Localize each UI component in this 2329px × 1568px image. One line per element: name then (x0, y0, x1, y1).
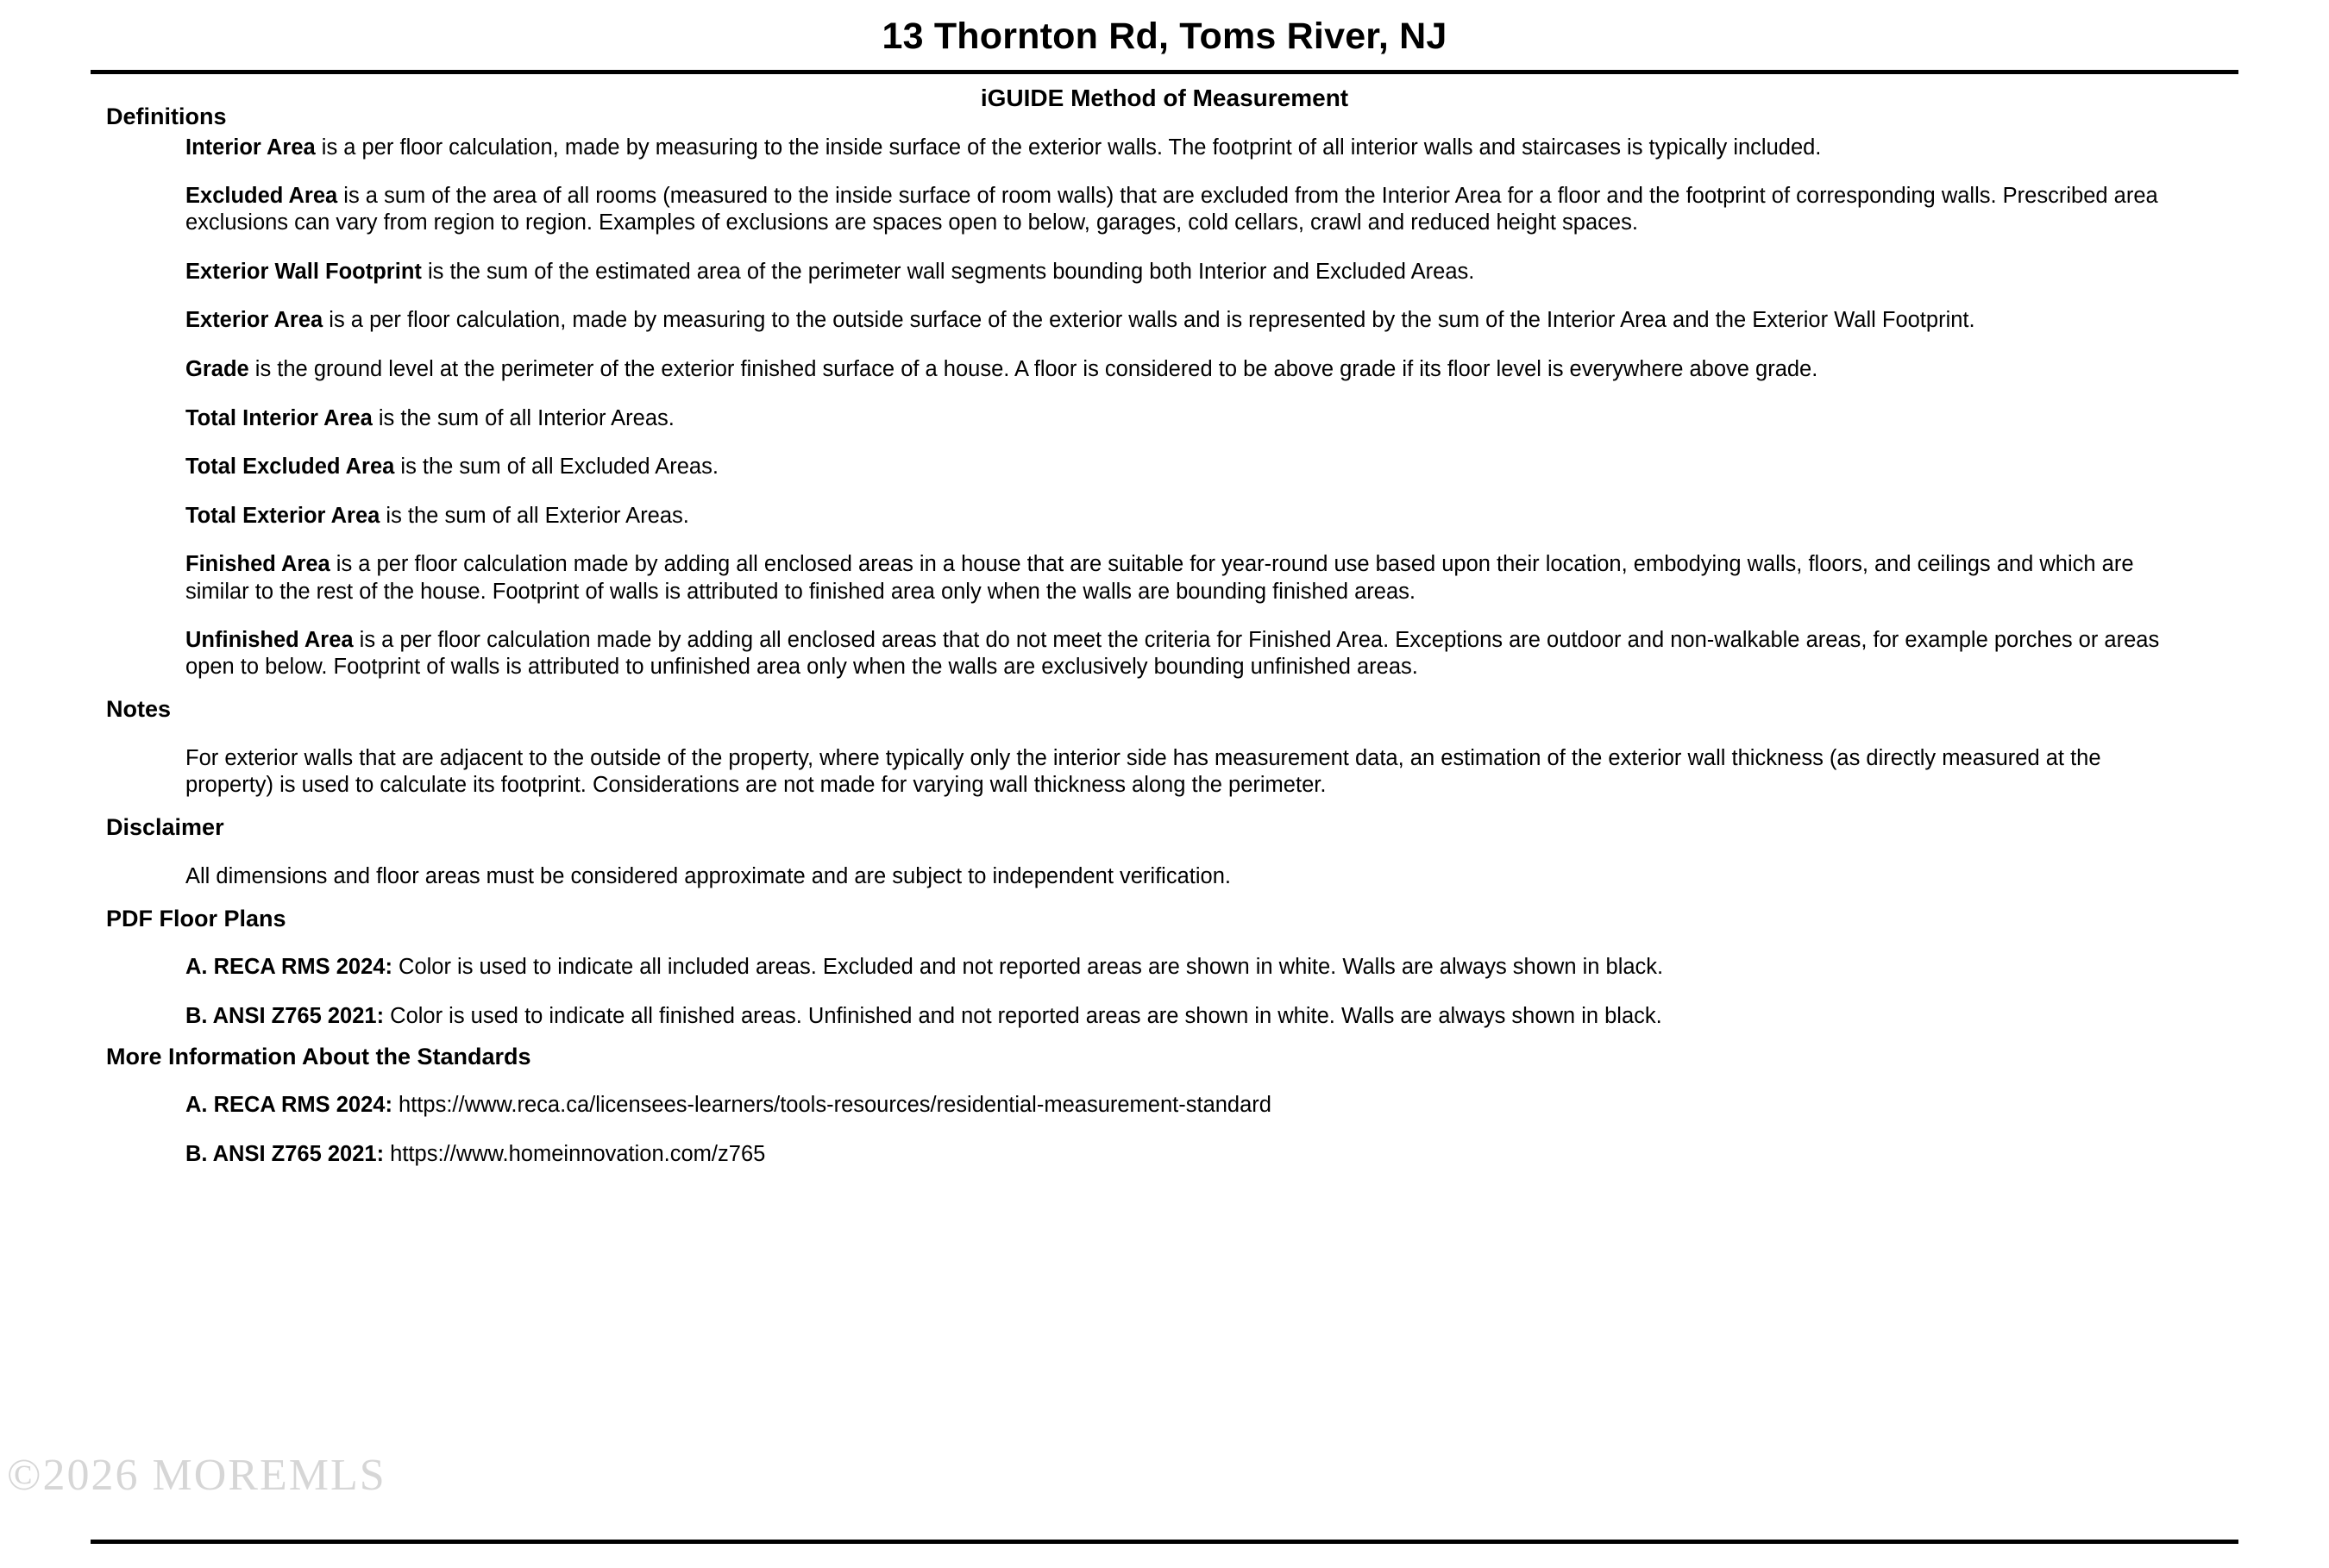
page-title: 13 Thornton Rd, Toms River, NJ (882, 16, 1447, 57)
definition-text: is a per floor calculation, made by measuring to the inside surface of the exterior walls. The footprint of all interior walls and staircases is typically included. (315, 135, 1822, 160)
section-heading-pdf-floor-plans: PDF Floor Plans (106, 905, 286, 931)
definition-finished-area (91, 551, 2238, 605)
definition-term: Exterior Wall Footprint (185, 259, 422, 284)
definition-term: Total Interior Area (185, 405, 373, 430)
definitions-list (91, 135, 2238, 681)
standard-label: A. RECA RMS 2024: (185, 1093, 392, 1118)
standard-url[interactable]: https://www.reca.ca/licensees-learners/tools-resources/residential-measurement-standard (392, 1093, 1271, 1118)
definition-term: Total Exterior Area (185, 503, 380, 528)
document-subtitle: iGUIDE Method of Measurement (980, 85, 1349, 111)
definition-term: Finished Area (185, 552, 330, 577)
standard-label: B. ANSI Z765 2021: (185, 1003, 385, 1028)
title-divider (91, 70, 2238, 74)
definition-text: is a sum of the area of all rooms (measured to the inside surface of room walls) that are excluded from the Interior Area for a floor and the footprint of corresponding walls. Prescribed area exclusions can vary from region to region. Examples of exclusions are spaces open to below, garages, cold cellars, crawl and reduced height spaces. (185, 184, 2158, 235)
definition-excluded-area (91, 183, 2238, 236)
notes-text: For exterior walls that are adjacent to the outside of the property, where typically only the interior side has measurement data, an estimation of the exterior wall thickness (as directly measured at the property) is used to calculate its footprint. Considerations are not made for varying wall thickness along the perimeter. (185, 745, 2101, 798)
standard-url[interactable]: https://www.homeinnovation.com/z765 (384, 1142, 766, 1167)
definition-term: Unfinished Area (185, 628, 354, 653)
pdf-floor-plan-reca (91, 954, 2238, 981)
definition-term: Exterior Area (185, 308, 323, 333)
definition-total-interior-area (91, 405, 2238, 432)
definition-text: is the sum of all Excluded Areas. (394, 455, 719, 480)
definition-term: Grade (185, 357, 249, 382)
watermark: ©2026 MOREMLS (7, 1451, 386, 1500)
pdf-floor-plan-ansi (91, 1003, 2238, 1030)
definition-term: Interior Area (185, 135, 316, 160)
definition-text: is a per floor calculation made by adding all enclosed areas that do not meet the criteria for Finished Area. Exceptions are outdoor and non-walkable areas, for example porches or areas open to below. Footprint of walls is attributed to unfinished area only when the walls are exclusively bounding unfinished areas. (185, 628, 2160, 680)
definition-term: Excluded Area (185, 184, 338, 209)
definition-interior-area (91, 135, 2238, 161)
definition-text: is the sum of all Exterior Areas. (380, 503, 689, 528)
standard-text: Color is used to indicate all finished areas. Unfinished and not reported areas are shown in white. Walls are always shown in black. (384, 1003, 1662, 1028)
subtitle-row (91, 85, 2238, 129)
definition-unfinished-area (91, 627, 2238, 681)
definition-total-exterior-area (91, 503, 2238, 530)
standard-label: B. ANSI Z765 2021: (185, 1142, 385, 1167)
definition-text: is the sum of all Interior Areas. (372, 405, 675, 430)
definition-text: is the sum of the estimated area of the perimeter wall segments bounding both Interior and Excluded Areas. (421, 259, 1475, 284)
definition-exterior-wall-footprint (91, 259, 2238, 285)
definition-exterior-area (91, 307, 2238, 334)
section-heading-notes: Notes (106, 696, 172, 723)
section-heading-definitions: Definitions (106, 103, 227, 129)
definition-term: Total Excluded Area (185, 455, 395, 480)
disclaimer-text: All dimensions and floor areas must be considered approximate and are subject to independent verification. (185, 863, 1231, 888)
definition-text: is a per floor calculation made by adding all enclosed areas in a house that are suitable for year-round use based upon their location, embodying walls, floors, and ceilings and which are similar to the rest of the house. Footprint of walls is attributed to finished area only when the walls are bounding finished areas. (185, 552, 2134, 604)
standard-text: Color is used to indicate all included areas. Excluded and not reported areas are shown in white. Walls are always shown in black. (392, 955, 1664, 980)
more-info-ansi-link (91, 1141, 2238, 1168)
definition-text: is the ground level at the perimeter of the exterior finished surface of a house. A floor is considered to be above grade if its floor level is everywhere above grade. (248, 357, 1818, 382)
definition-grade (91, 356, 2238, 383)
standard-label: A. RECA RMS 2024: (185, 955, 392, 980)
section-heading-more-information: More Information About the Standards (106, 1043, 531, 1069)
document-page (0, 16, 2329, 1568)
footer-divider (91, 1540, 2238, 1544)
definition-text: is a per floor calculation, made by measuring to the outside surface of the exterior walls and is represented by the sum of the Interior Area and the Exterior Wall Footprint. (323, 308, 1975, 333)
more-info-reca-link (91, 1092, 2238, 1119)
section-heading-disclaimer: Disclaimer (106, 814, 224, 841)
definition-total-excluded-area (91, 454, 2238, 480)
